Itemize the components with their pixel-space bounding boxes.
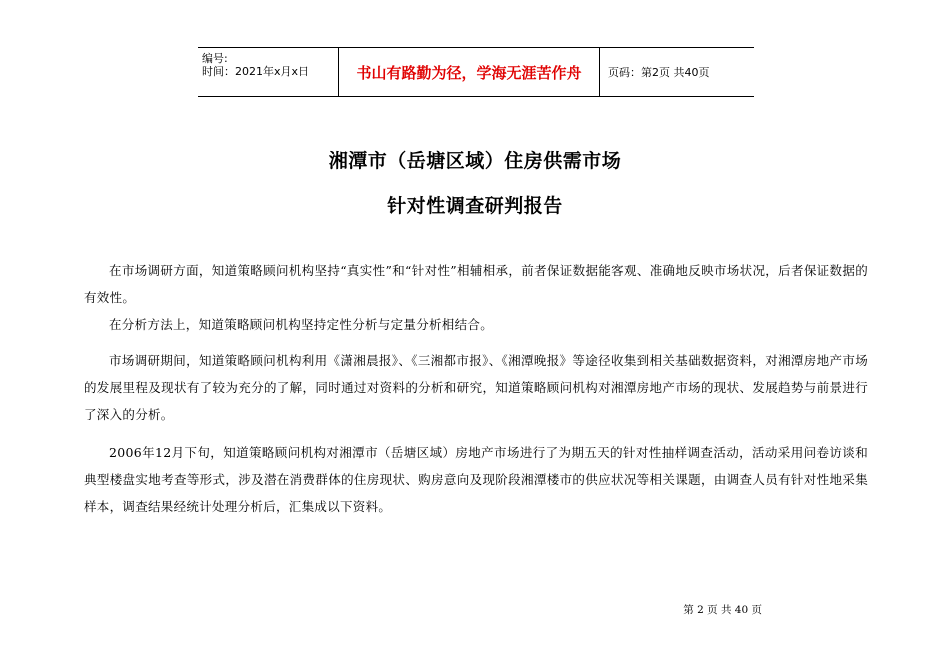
paragraph-1: 在市场调研方面，知道策略顾问机构坚持“真实性”和“针对性”相辅相承，前者保证数据能客观、准确地反映市场状况，后者保证数据的有效性。	[84, 263, 868, 305]
header-slogan: 书山有路勤为径，学海无涯苦作舟	[339, 48, 600, 96]
page-footer: 第 2 页 共 40 页	[683, 604, 762, 616]
serial-number-label: 编号:	[202, 52, 228, 65]
header-page-info: 页码：第2页 共40页	[608, 66, 710, 79]
header-meta-cell	[198, 48, 339, 96]
paragraph-2: 在分析方法上，知道策略顾问机构坚持定性分析与定量分析相结合。	[109, 317, 494, 332]
page-header	[198, 47, 754, 97]
paragraph-3: 市场调研期间，知道策略顾问机构利用《潇湘晨报》、《三湘都市报》、《湘潭晚报》等途径收集到相关基础数据资料，对湘潭房地产市场的发展里程及现状有了较为充分的了解，同时通过对资料的分析和研究，知道策略顾问机构对湘潭房地产市场的现状、发展趋势与前景进行了深入的分析。	[84, 353, 868, 422]
paragraph-4: 2006年12月下旬，知道策略顾问机构对湘潭市（岳塘区域）房地产市场进行了为期五天的针对性抽样调查活动，活动采用问卷访谈和典型楼盘实地考查等形式，涉及潜在消费群体的住房现状、购房意向及现阶段湘潭楼市的供应状况等相关课题，由调查人员有针对性地采集样本，调查结果经统计处理分析后，汇集成以下资料。	[84, 445, 868, 514]
time-label: 时间：2021年x月x日	[202, 65, 310, 78]
document-title-line2: 针对性调查研判报告	[387, 195, 563, 217]
document-title-line1: 湘潭市（岳塘区域）住房供需市场	[328, 150, 622, 172]
